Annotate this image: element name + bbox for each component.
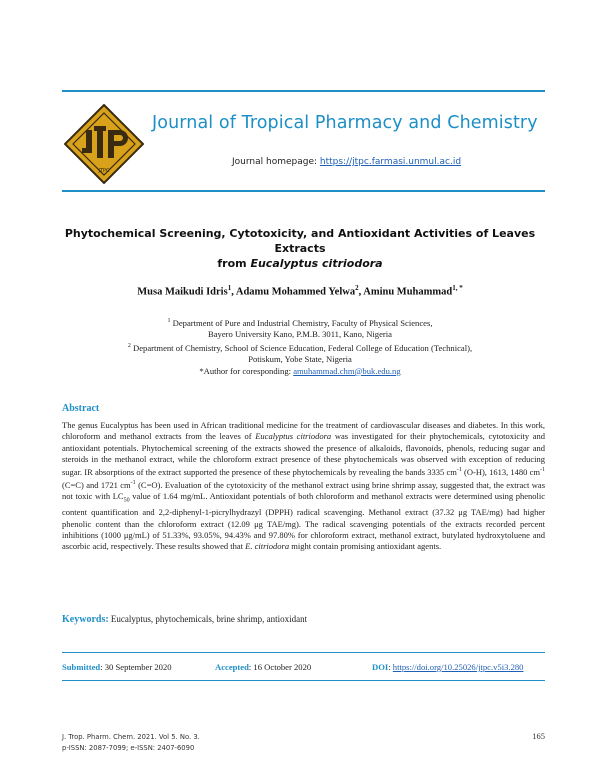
article-title-line1: Phytochemical Screening, Cytotoxicity, and Antioxidant Activities of Leaves Extracts	[64, 227, 536, 255]
article-title-species: Eucalyptus citriodora	[250, 257, 383, 270]
article-title	[40, 226, 560, 271]
author-name: Aminu Muhammad	[363, 286, 453, 298]
submitted-value: : 30 September 2020	[100, 662, 172, 672]
author-affiliation-mark: 1	[227, 284, 232, 292]
submitted-label: Submitted	[62, 662, 101, 672]
footer-citation	[62, 732, 200, 754]
homepage-label: Journal homepage:	[232, 157, 318, 167]
keywords-text: Eucalyptus, phytochemicals, brine shrimp, antioxidant	[110, 614, 308, 624]
abstract-segment: might contain promising antioxidant agents.	[289, 541, 442, 552]
affiliation-1-line1: Department of Pure and Industrial Chemistry, Faculty of Physical Sciences,	[172, 317, 433, 328]
accepted-value: : 16 October 2020	[248, 662, 312, 672]
affiliation-1-line2: Bayero University Kano, P.M.B. 3011, Kano, Nigeria	[208, 329, 392, 340]
affiliation-2-line1: Department of Chemistry, School of Science Education, Federal College of Education (Technical),	[133, 342, 473, 353]
submitted-date	[62, 662, 172, 672]
abstract-segment: value of 1.64 mg/mL. Antioxidant potentials of both chloroform and methanol extracts were determined using phenolic content quantification and 2,2-diphenyl-1-picrylhydrazyl (DPPH) radical scavenging. Methanol extract (37.32 μg TAE/mg) had higher phenolic content than the chloroform extract (12.09 μg TAE/mg). The radical scavenging potentials of the extracts recorded percent inhibitions (1000 μg/mL) of 51.33%, 93.05%, 94.43% and 97.80% for chloroform extract, methanol extract, butylated hydroxytoluene and ascorbic acid, respectively. These results showed that	[62, 491, 545, 552]
doi-link[interactable]: https://doi.org/10.25026/jtpc.v5i3.280	[392, 662, 524, 672]
dates-top-rule	[62, 652, 545, 653]
author-separator: ,	[231, 286, 236, 298]
abstract-superscript: -1	[456, 467, 462, 474]
logo-text: JTPC	[98, 168, 110, 174]
affiliation-number: 2	[127, 342, 131, 349]
author-separator: ,	[358, 286, 364, 298]
author-name: Musa Maikudi Idris	[137, 286, 228, 298]
homepage-link[interactable]: https://jtpc.farmasi.unmul.ac.id	[319, 157, 462, 167]
author-affiliation-mark: 1, *	[452, 284, 463, 292]
corresponding-label: *Author for coresponding:	[199, 365, 292, 376]
abstract-subscript: 50	[123, 498, 130, 505]
author-name: Adamu Mohammed Yelwa	[235, 286, 356, 298]
dates-bottom-rule	[62, 680, 545, 681]
affiliation-number: 1	[167, 318, 171, 324]
footer-citation-line: J. Trop. Pharm. Chem. 2021. Vol 5. No. 3.	[62, 733, 200, 741]
corresponding-email-link[interactable]: amuhammad.chm@buk.edu.ng	[293, 365, 401, 376]
abstract-segment: was investigated for their phytochemicals, cytotoxicity and antioxidant potentials. Phytochemical screening of the extracts showed the presence of alkaloids, flavonoids, phenols, reducing sugar and steroids in the methanol extract, while the chloroform extract presence of these phytochemicals was observed with exception of reducing sugar. IR absorptions of the extract supported the presence of these phytochemicals by revealing the bands 3335 cm	[62, 431, 546, 478]
keywords	[62, 614, 545, 625]
abstract-superscript: -1	[130, 480, 136, 487]
abstract-segment: (C=C) and 1721 cm	[62, 480, 131, 491]
accepted-label: Accepted	[215, 662, 249, 672]
affiliation-2-line2: Potiskum, Yobe State, Nigeria	[248, 354, 352, 365]
footer-issn-line: p-ISSN: 2087-7099; e-ISSN: 2407-6090	[62, 744, 195, 752]
author-list	[40, 284, 560, 298]
header-top-rule	[62, 90, 545, 92]
affiliations	[60, 316, 540, 377]
abstract-species-short: E. citriodora	[245, 541, 290, 552]
accepted-date	[215, 662, 311, 672]
keywords-label: Keywords:	[62, 614, 109, 625]
abstract-text	[62, 420, 545, 553]
doi: DOI: https://doi.org/10.25026/jtpc.v5i3.280	[372, 662, 524, 672]
abstract-segment: (O-H), 1613, 1480 cm	[461, 467, 541, 478]
abstract-species: Eucalyptus citriodora	[255, 431, 332, 442]
journal-logo	[64, 104, 144, 184]
header-bottom-rule	[62, 190, 545, 192]
article-title-from: from	[217, 257, 247, 270]
doi-label: DOI	[372, 662, 389, 672]
abstract-segment: The genus Eucalyptus has been used in African traditional medicine for the treatment of cardiovascular diseases and diabetes. In this work, chloroform and methanol extracts from the leaves of	[62, 420, 545, 442]
journal-homepage	[232, 157, 461, 167]
author-affiliation-mark: 2	[355, 284, 359, 292]
journal-title: Journal of Tropical Pharmacy and Chemistry	[152, 113, 538, 133]
abstract-superscript: -1	[540, 467, 546, 474]
abstract-heading: Abstract	[62, 403, 100, 414]
abstract-segment: (C=O). Evaluation of the cytotoxicity of the methanol extract using brine shrimp assay, suggested that, the extract was not toxic with LC	[62, 480, 546, 502]
page-number: 165	[532, 731, 545, 741]
